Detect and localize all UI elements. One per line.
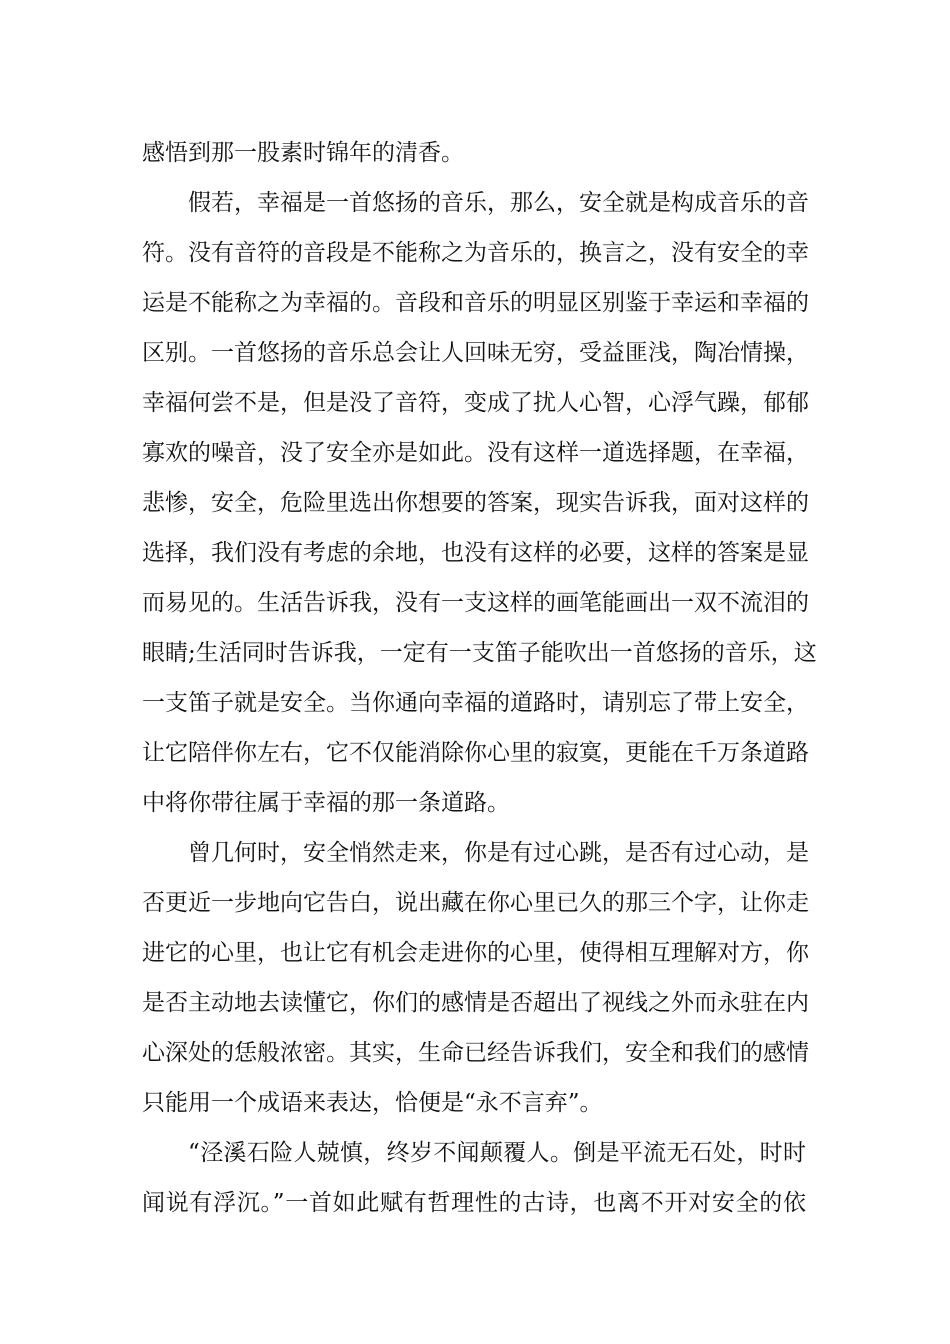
text-line: 假若，幸福是一首悠扬的音乐，那么，安全就是构成音乐的音 bbox=[188, 190, 809, 216]
text-line: 而易见的。生活告诉我，没有一支这样的画笔能画出一双不流泪的 bbox=[142, 590, 809, 616]
text-line: 感悟到那一股素时锦年的清香。 bbox=[142, 140, 464, 166]
text-line: 悲惨，安全，危险里选出你想要的答案，现实告诉我，面对这样的 bbox=[142, 490, 809, 516]
text-line: 进它的心里，也让它有机会走进你的心里，使得相互理解对方，你 bbox=[142, 940, 809, 966]
text-line: 一支笛子就是安全。当你通向幸福的道路时，请别忘了带上安全， bbox=[142, 690, 809, 716]
text-line: 让它陪伴你左右，它不仅能消除你心里的寂寞，更能在千万条道路 bbox=[142, 740, 809, 766]
text-line: 选择，我们没有考虑的余地，也没有这样的必要，这样的答案是显 bbox=[142, 540, 809, 566]
text-line: 心深处的恁般浓密。其实，生命已经告诉我们，安全和我们的感情 bbox=[142, 1040, 809, 1066]
text-line: 闻说有浮沉。”一首如此赋有哲理性的古诗，也离不开对安全的依 bbox=[142, 1190, 806, 1216]
text-line: 寡欢的噪音，没了安全亦是如此。没有这样一道选择题，在幸福， bbox=[142, 440, 809, 466]
document-body bbox=[142, 128, 817, 1228]
text-line: 运是不能称之为幸福的。音段和音乐的明显区别鉴于幸运和幸福的 bbox=[142, 290, 809, 316]
text-line: 幸福何尝不是，但是没了音符，变成了扰人心智，心浮气躁，郁郁 bbox=[142, 390, 809, 416]
text-line: 是否主动地去读懂它，你们的感情是否超出了视线之外而永驻在内 bbox=[142, 990, 809, 1016]
text-line: 中将你带往属于幸福的那一条道路。 bbox=[142, 790, 510, 816]
text-line: 曾几何时，安全悄然走来，你是有过心跳，是否有过心动，是 bbox=[188, 840, 809, 866]
text-line: “泾溪石险人兢慎，终岁不闻颠覆人。倒是平流无石处，时时 bbox=[188, 1140, 806, 1166]
text-line: 只能用一个成语来表达，恰便是“永不言弃”。 bbox=[142, 1090, 603, 1116]
text-line: 符。没有音符的音段是不能称之为音乐的，换言之，没有安全的幸 bbox=[142, 240, 809, 266]
text-line: 眼睛;生活同时告诉我，一定有一支笛子能吹出一首悠扬的音乐，这 bbox=[142, 640, 817, 666]
text-line: 否更近一步地向它告白，说出藏在你心里已久的那三个字，让你走 bbox=[142, 890, 809, 916]
text-line: 区别。一首悠扬的音乐总会让人回味无穷，受益匪浅，陶冶情操， bbox=[142, 340, 809, 366]
